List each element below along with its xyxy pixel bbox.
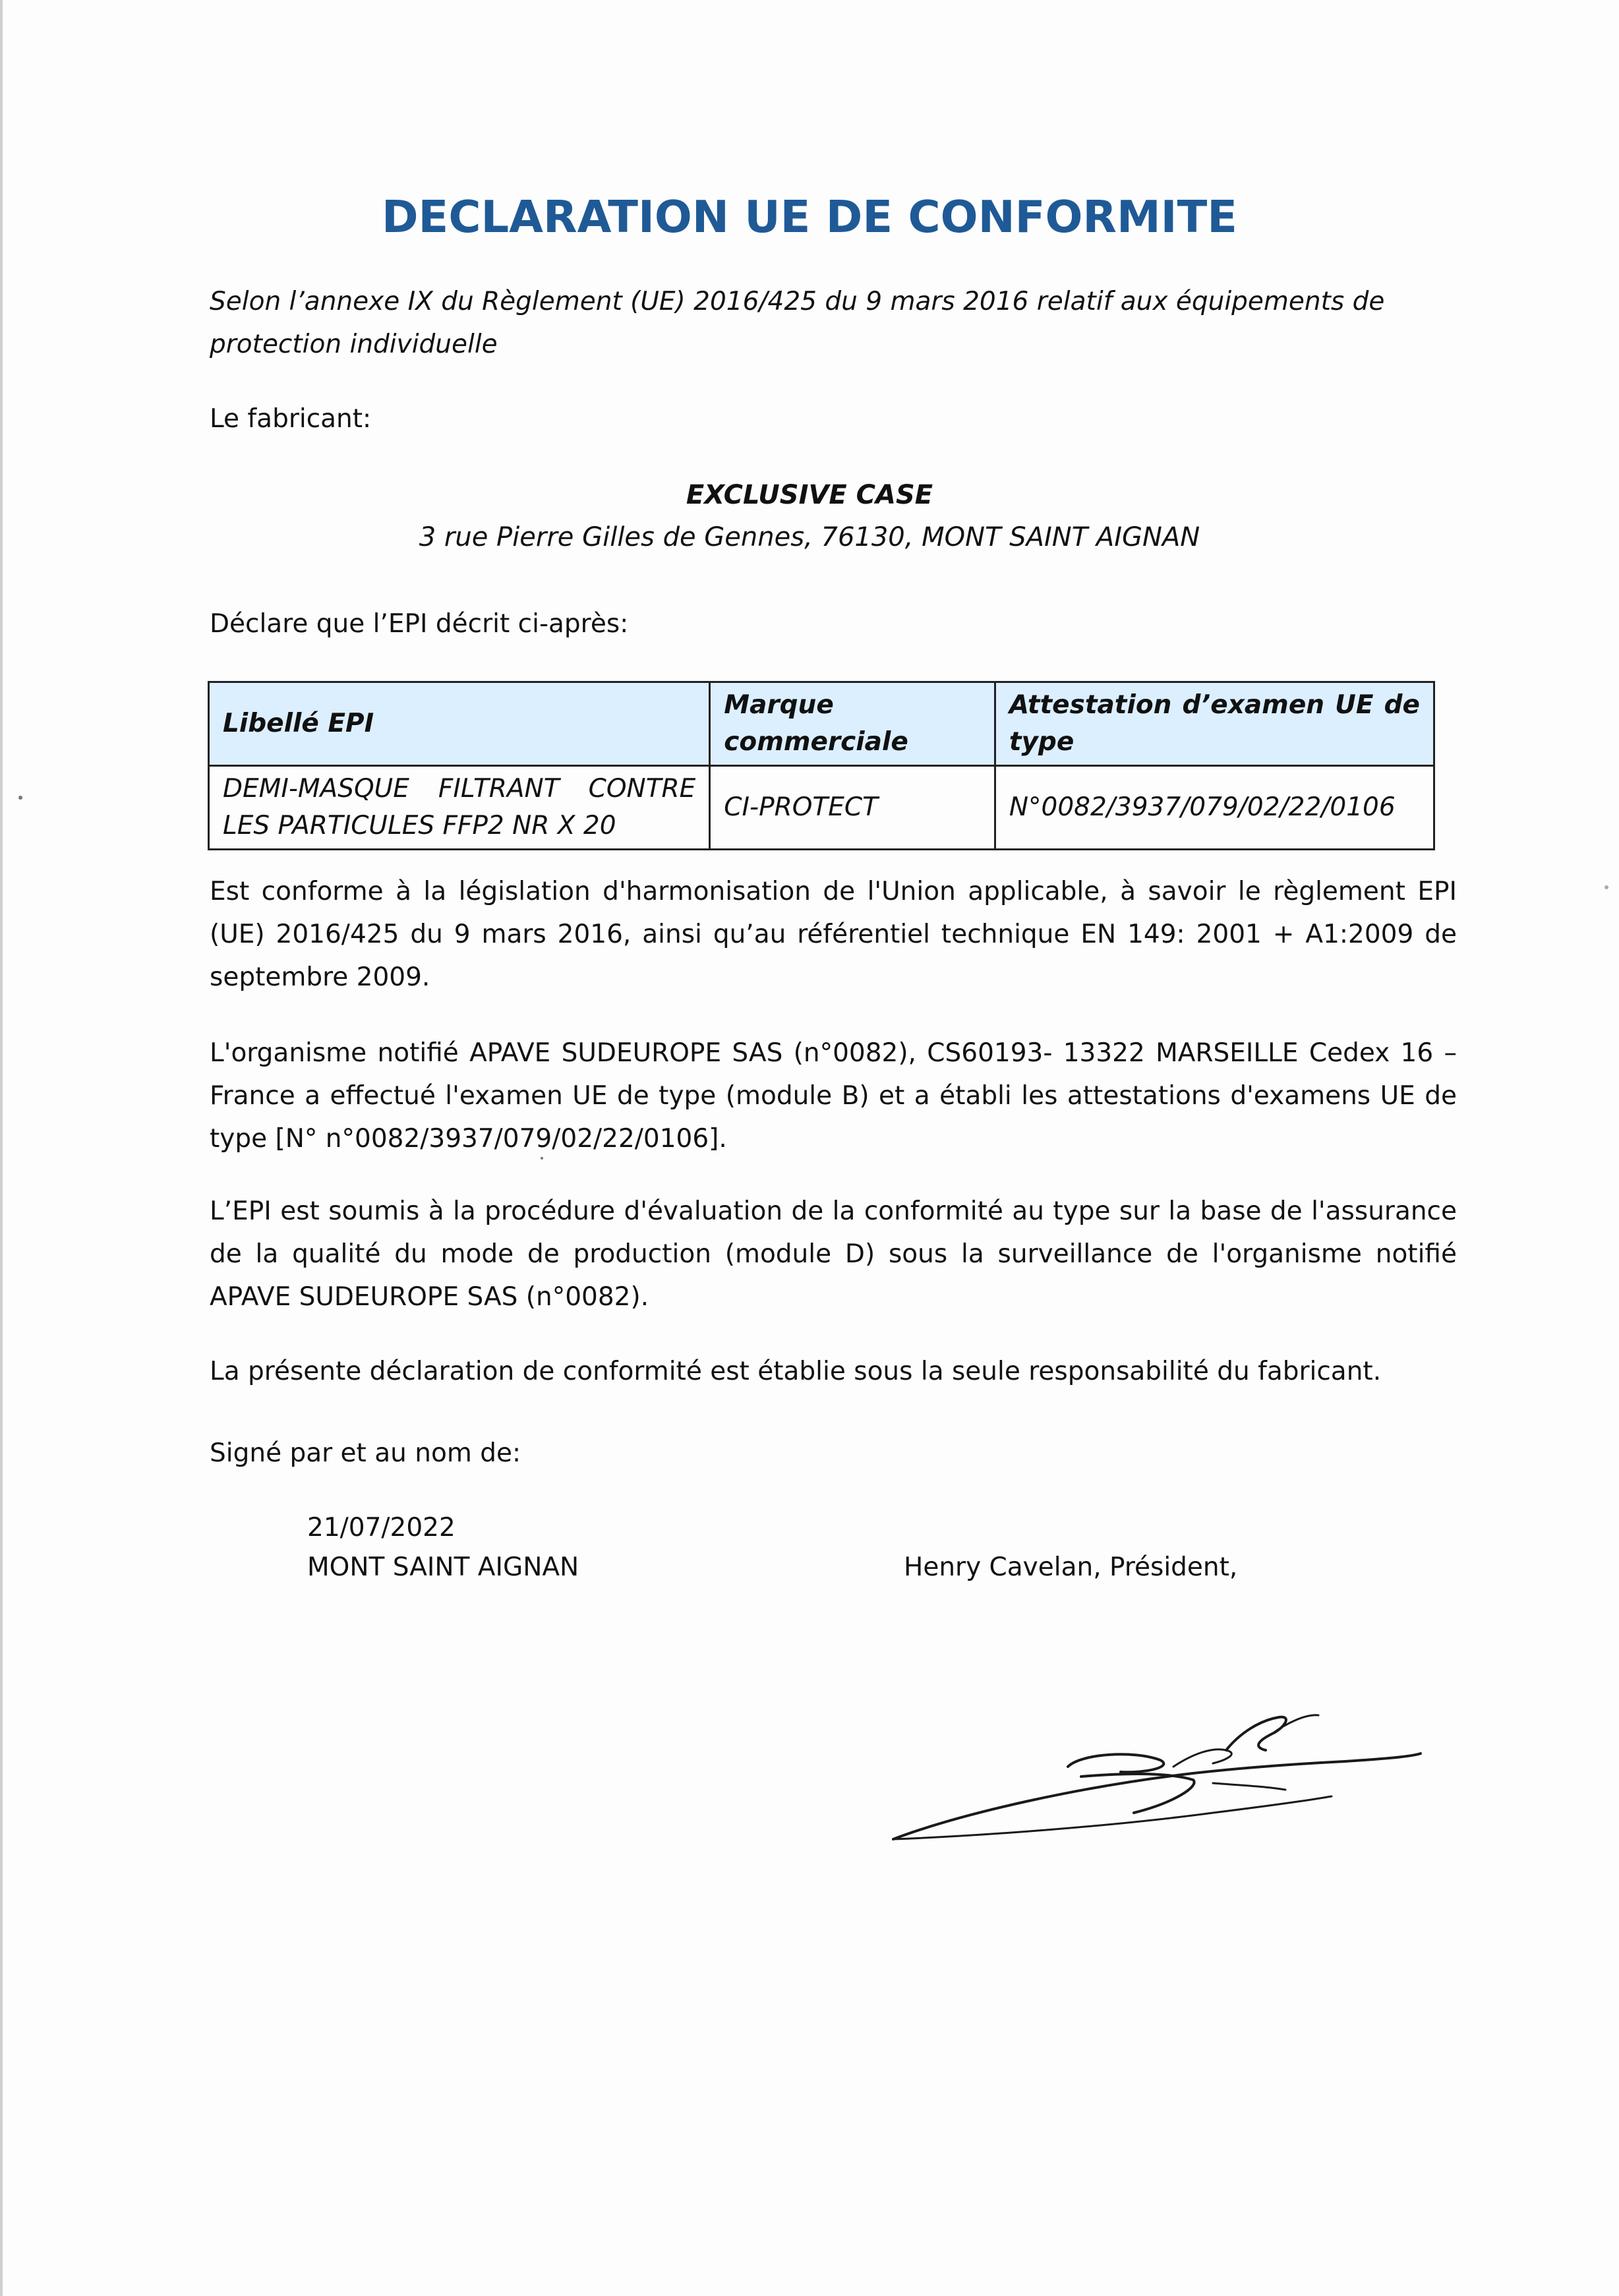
procedure-paragraph: L’EPI est soumis à la procédure d'évaluation de la conformité au type sur la base de l'assurance de la qualité du mode de production (module D) sous la surveillance de l'organisme notifié APAVE SUDEUROPE SAS (n°0082). xyxy=(210,1196,1457,1312)
table-header-row xyxy=(209,682,1434,766)
scan-edge xyxy=(0,0,3,2296)
declares-label: Déclare que l’EPI décrit ci-après: xyxy=(210,609,629,639)
scan-speck xyxy=(18,796,22,800)
header-marque-commerciale: Marque commerciale xyxy=(710,682,995,766)
header-libelle-epi: Libellé EPI xyxy=(209,682,710,766)
manufacturer-address: 3 rue Pierre Gilles de Gennes, 76130, MONT SAINT AIGNAN xyxy=(419,522,1200,552)
cell-marque-commerciale: CI-PROTECT xyxy=(710,766,995,850)
manufacturer-name: EXCLUSIVE CASE xyxy=(686,480,933,510)
signed-by-label: Signé par et au nom de: xyxy=(210,1438,521,1468)
responsibility-paragraph: La présente déclaration de conformité est établie sous la seule responsabilité du fabricant. xyxy=(210,1357,1382,1386)
header-attestation: Attestation d’examen UE de type xyxy=(995,682,1434,766)
cell-attestation: N°0082/3937/079/02/22/0106 xyxy=(995,766,1434,850)
signatory-name: Henry Cavelan, Président, xyxy=(904,1552,1238,1582)
signature-place: MONT SAINT AIGNAN xyxy=(307,1552,579,1582)
document-title: DECLARATION UE DE CONFORMITE xyxy=(381,191,1238,243)
cell-libelle-epi: DEMI-MASQUE FILTRANT CONTRE LES PARTICULES FFP2 NR X 20 xyxy=(209,766,710,850)
conformity-paragraph: Est conforme à la législation d'harmonisation de l'Union applicable, à savoir le règlement EPI (UE) 2016/425 du 9 mars 2016, ainsi qu’au référentiel technique EN 149: 2001 + A1:2009 de septembre 2009. xyxy=(210,877,1457,992)
epi-table xyxy=(208,681,1435,850)
manufacturer-label: Le fabricant: xyxy=(210,404,372,434)
signatory-block xyxy=(904,1548,1237,1587)
notified-body-paragraph: L'organisme notifié APAVE SUDEUROPE SAS (n°0082), CS60193- 13322 MARSEILLE Cedex 16 –France a effectué l'examen UE de type (module B) et a établi les attestations d'examens UE de type [N° n°0082/3937/079/02/22/0106]. xyxy=(210,1038,1457,1154)
signature-date: 21/07/2022 xyxy=(307,1513,456,1543)
date-place-block xyxy=(307,1508,579,1587)
scan-speck xyxy=(1604,885,1608,889)
table-row xyxy=(209,766,1434,850)
handwritten-signature xyxy=(883,1688,1424,1859)
scan-speck xyxy=(541,1157,543,1160)
regulation-subtitle: Selon l’annexe IX du Règlement (UE) 2016/425 du 9 mars 2016 relatif aux équipements de protection individuelle xyxy=(210,287,1385,359)
